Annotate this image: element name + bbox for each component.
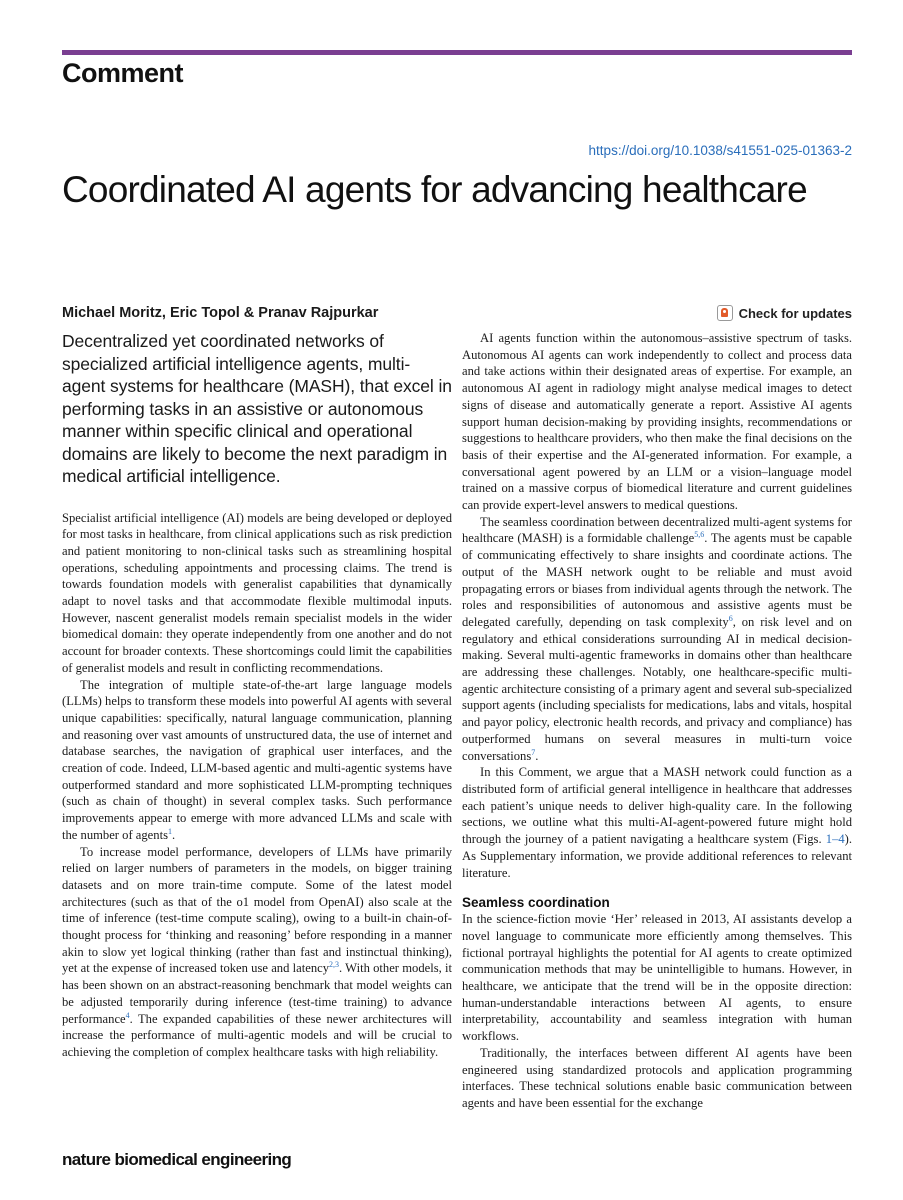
section-accent-bar — [62, 50, 852, 55]
right-column — [462, 330, 852, 1112]
doi-link[interactable]: https://doi.org/10.1038/s41551-025-01363-2 — [588, 143, 852, 158]
section-label: Comment — [62, 58, 184, 88]
check-for-updates-button[interactable] — [717, 305, 852, 321]
body-paragraph: In this Comment, we argue that a MASH network could function as a distributed form of artificial general intelligence in healthcare that addresses each patient’s unique needs to deliver high-quality care. In the following sections, we outline what this multi-AI-agent-powered future might hold through the journey of a patient navigating a healthcare system (Figs. 1–4). As Supplementary information, we provide additional references to relevant literature. — [462, 765, 852, 880]
citation-link[interactable]: 7 — [531, 747, 536, 757]
body-paragraph: The integration of multiple state-of-the-art large language models (LLMs) helps to transform these models into powerful AI agents with several unique capabilities: specifically, natural language communication, planning and reasoning over vast amounts of unstructured data, the use of internet and database searches, the navigation of graphical user interfaces, and the creation of code. Indeed, LLM-based agentic and multi-agentic systems have outperformed standard and more sophisticated LLM-prompting techniques (such as chain of thought) in several complex tasks. Such performance improvements appear to emerge with more advanced LLMs and scale with the number of agents$^1$. — [62, 677, 452, 842]
section-heading: Seamless coordination — [462, 895, 610, 911]
body-paragraph: To increase model performance, developers of LLMs have primarily relied on larger numbers of parameters in the models, on bigger training datasets and on more train-time compute. Some of the latest model architectures (such as that of the o1 model from OpenAI) also scale at the time of inference (test-time compute scaling), owing to a built-in chain-of-thought process for ‘thinking and reasoning’ before responding in a manner akin to slow yet logical thinking (rather than fast and instinctual thinking), yet at the expense of increased token use and latency$^{2,3}$. With other models, it has been shown on an abstract-reasoning benchmark that model weights can be adjusted temporarily during inference (test-time training) to advance performance$^4$. The expanded capabilities of these newer architectures will increase the performance of multi-agentic models and will be crucial to achieving the completion of complex healthcare tasks with high reliability. — [62, 844, 453, 1059]
check-for-updates-label: Check for updates — [738, 305, 852, 321]
citation-link[interactable]: 1 — [167, 826, 172, 836]
body-paragraph: In the science-fiction movie ‘Her’ released in 2013, AI assistants develop a novel language to communicate more efficiently among themselves. This fictional portrayal highlights the potential for AI agents to create optimized communication methods that may be unintelligible to humans. However, in healthcare, we anticipate that the trend will be in the opposite direction: human-understandable interactions between AI agents, to ensure interpretability, accountability and seamless integration with human workflows. — [462, 912, 852, 1044]
body-paragraph: The seamless coordination between decentralized multi-agent systems for healthcare (MASH) is a formidable challenge$^{5,6}$. The agents must be capable of communicating effectively to share insights and coordinate actions. The output of the MASH network ought to be reliable and must avoid propagating errors or biases from individual agents through the network. The roles and responsibilities of autonomous and assistive agents must be delegated carefully, depending on task complexity$^6$, on risk level and on regulatory and ethical considerations surrounding AI in medical decision-making. Several multi-agentic frameworks in domains other than healthcare are addressing these challenges. Notably, one healthcare-specific multi-agentic architecture consisting of a primary agent and several sub-specialized support agents (including specialists for medications, labs and vitals, hospital and payor policy, electronic health records, and privacy and compliance) has outperformed humans on several measures in multi-turn voice conversations$^7$. — [462, 514, 852, 763]
left-column — [62, 330, 452, 1061]
crossmark-icon — [717, 305, 733, 321]
body-paragraph: Traditionally, the interfaces between different AI agents have been engineered using standardized protocols and application programming interfaces. These technical solutions enable basic communication between agents and have been essential for the exchange — [462, 1045, 852, 1110]
citation-link[interactable]: 2,3 — [329, 960, 340, 970]
citation-link[interactable]: 4 — [125, 1010, 130, 1020]
body-paragraph: Specialist artificial intelligence (AI) models are being developed or deployed for most tasks in healthcare, from clinical applications such as risk prediction and patient monitoring to non-clinical tasks such as streamlining hospital operations, scheduling appointments and processing claims. The trend is towards foundation models with generalist capabilities that dynamically adapt to novel tasks and that accommodate flexible multimodal inputs. However, nascent generalist models remain specialist models in the wider biomedical domain: they operate independently from one another and do not account for broader contexts. These shortcomings could limit the capabilities of generalist models and result in conflicting recommendations. — [62, 510, 452, 675]
author-list: Michael Moritz, Eric Topol & Pranav Rajpurkar — [62, 305, 379, 321]
citation-link[interactable]: 5,6 — [694, 530, 705, 540]
standfirst: Decentralized yet coordinated networks of specialized artificial intelligence agents, multi-agent systems for healthcare (MASH), that excel in performing tasks in an assistive or autonomous manner within specific clinical and operational domains are likely to become the next paradigm in medical artificial intelligence. — [62, 331, 452, 486]
figure-link[interactable]: 1–4 — [825, 832, 845, 847]
citation-link[interactable]: 6 — [728, 613, 733, 623]
journal-name: nature biomedical engineering — [62, 1150, 292, 1169]
body-paragraph: AI agents function within the autonomous–assistive spectrum of tasks. Autonomous AI agents can work independently to collect and process data and take actions within their designated areas of expertise. For example, an autonomous AI agent in radiology might analyse medical images to detect signs of disease and automatically generate a report. Assistive AI agents support human decision-making by providing insights, recommendations or suggestions to healthcare providers, who then make the final decisions on the basis of their expertise and the AI-generated information. For example, a conversational agent powered by an LLM or a vision–language model trained on a massive corpus of biomedical literature and current guidelines can provide expert-level answers to medical questions. — [462, 331, 852, 513]
article-title: Coordinated AI agents for advancing healthcare — [62, 169, 807, 210]
